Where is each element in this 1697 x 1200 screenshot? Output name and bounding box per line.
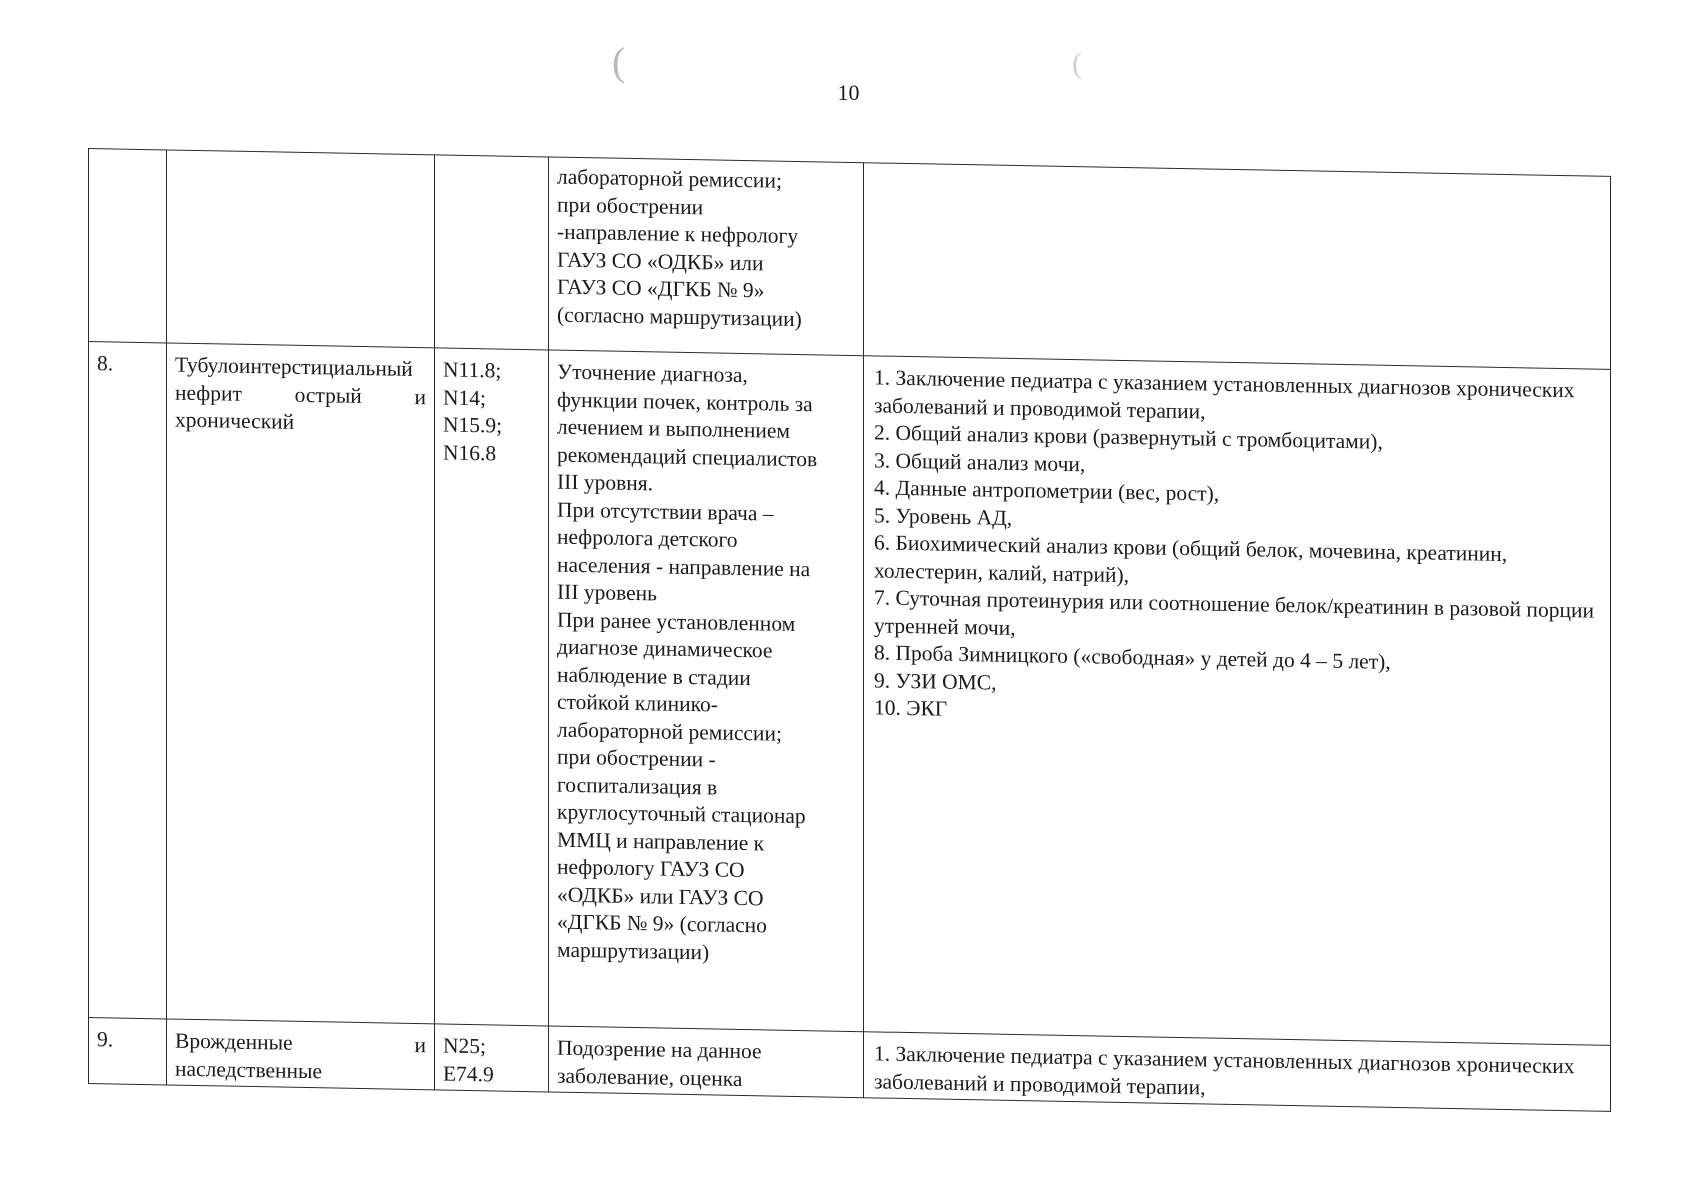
cell-requirements <box>864 163 1611 370</box>
tactics-line: нефролога детского <box>557 524 738 552</box>
page-number: 10 <box>837 80 860 105</box>
icd-code: N11.8; <box>443 357 502 383</box>
tactics-line: при обострении <box>557 192 704 219</box>
tactics-line: функции почек, контроль за <box>557 387 813 416</box>
cell-number: 9. <box>89 1018 167 1085</box>
cell-disease <box>167 1019 435 1090</box>
tactics-line: При ранее установленном <box>557 607 796 636</box>
cell-disease: Тубулоинтерстициальный нефрит острый и хронический <box>167 343 435 1024</box>
requirements-list <box>874 364 1602 735</box>
tactics-line: ГАУЗ СО «ДГКБ № 9» <box>557 274 765 303</box>
cell-number: 8. <box>89 342 167 1019</box>
tactics-line: лечением и выполнением <box>557 414 791 443</box>
list-item: 7. Суточная протеинурия или соотношение белок/креатинин в разовой порции утренней мочи, <box>874 585 1594 640</box>
tactics-line: При отсутствии врача – <box>557 497 774 526</box>
cell-codes <box>435 1024 549 1092</box>
tactics-line: диагнозе динамическое <box>557 634 773 663</box>
tactics-line: госпитализация в <box>557 772 718 800</box>
icd-code: N25; <box>443 1033 486 1059</box>
disease-word: Врожденные <box>175 1028 293 1055</box>
requirements-table-wrapper <box>88 148 1611 1112</box>
scan-artifact-mark: ( <box>612 39 626 84</box>
tactics-line: заболевание, оценка <box>557 1063 743 1091</box>
list-item: 10. ЭКГ <box>874 695 948 721</box>
disease-word: и <box>414 1032 426 1058</box>
requirements-table <box>88 148 1611 1112</box>
tactics-line: Подозрение на данное <box>557 1035 762 1064</box>
disease-line: наследственные <box>175 1056 323 1083</box>
cell-codes <box>435 348 549 1026</box>
list-item: 2. Общий анализ крови (развернутый с тромбоцитами), <box>874 420 1383 454</box>
icd-code: N16.8 <box>443 440 497 465</box>
tactics-line: при обострении - <box>557 744 716 772</box>
cell-disease <box>167 150 435 348</box>
scan-artifact-mark: ( <box>1072 47 1082 80</box>
tactics-line: (согласно маршрутизации) <box>557 302 802 331</box>
table-row-8 <box>89 342 1611 1046</box>
requirements-list <box>874 1040 1602 1108</box>
cell-codes <box>435 155 549 350</box>
tactics-line: маршрутизации) <box>557 937 710 964</box>
list-item: 1. Заключение педиатра с указанием установленных диагнозов хронических заболеваний и проводимой терапии, <box>874 365 1575 423</box>
cell-tactics <box>549 157 864 356</box>
list-item: 8. Проба Зимницкого («свободная» у детей до 4 – 5 лет), <box>874 640 1391 674</box>
icd-code: E74.9 <box>443 1061 494 1086</box>
tactics-line: стойкой клинико- <box>557 689 718 717</box>
list-item: 9. УЗИ ОМС, <box>874 667 997 695</box>
list-item: 1. Заключение педиатра с указанием установленных диагнозов хронических заболеваний и проводимой терапии, <box>874 1041 1575 1099</box>
tactics-line: Уточнение диагноза, <box>557 359 748 388</box>
cell-requirements <box>864 356 1611 1046</box>
table-row-continuation <box>89 149 1611 370</box>
list-item: 3. Общий анализ мочи, <box>874 447 1086 476</box>
list-item: 4. Данные антропометрии (вес, рост), <box>874 475 1220 506</box>
icd-code: N15.9; <box>443 412 503 438</box>
cell-number <box>89 149 167 343</box>
tactics-line: наблюдение в стадии <box>557 662 751 690</box>
cell-requirements <box>864 1032 1611 1112</box>
cell-tactics <box>549 1026 864 1098</box>
cell-tactics <box>549 350 864 1032</box>
disease-line <box>175 1028 426 1060</box>
tactics-line: ГАУЗ СО «ОДКБ» или <box>557 247 764 275</box>
tactics-line: «ОДКБ» или ГАУЗ СО <box>557 882 764 910</box>
tactics-line: «ДГКБ № 9» (согласно <box>557 909 767 938</box>
tactics-line: круглосуточный стационар <box>557 799 806 829</box>
tactics-line: III уровень <box>557 579 657 606</box>
tactics-line: нефрологу ГАУЗ СО <box>557 854 745 883</box>
icd-code: N14; <box>443 385 486 410</box>
list-item: 5. Уровень АД, <box>874 502 1013 530</box>
tactics-line: ММЦ и направление к <box>557 827 765 855</box>
tactics-line: рекомендаций специалистов <box>557 442 818 471</box>
tactics-line: III уровня. <box>557 469 654 496</box>
tactics-line: населения - направление на <box>557 552 811 581</box>
tactics-line: лабораторной ремиссии; <box>557 164 782 193</box>
list-item: 6. Биохимический анализ крови (общий белок, мочевина, креатинин, холестерин, калий, натрий), <box>874 530 1508 587</box>
tactics-line: -направление к нефрологу <box>557 219 799 249</box>
tactics-line: лабораторной ремиссии; <box>557 717 782 746</box>
